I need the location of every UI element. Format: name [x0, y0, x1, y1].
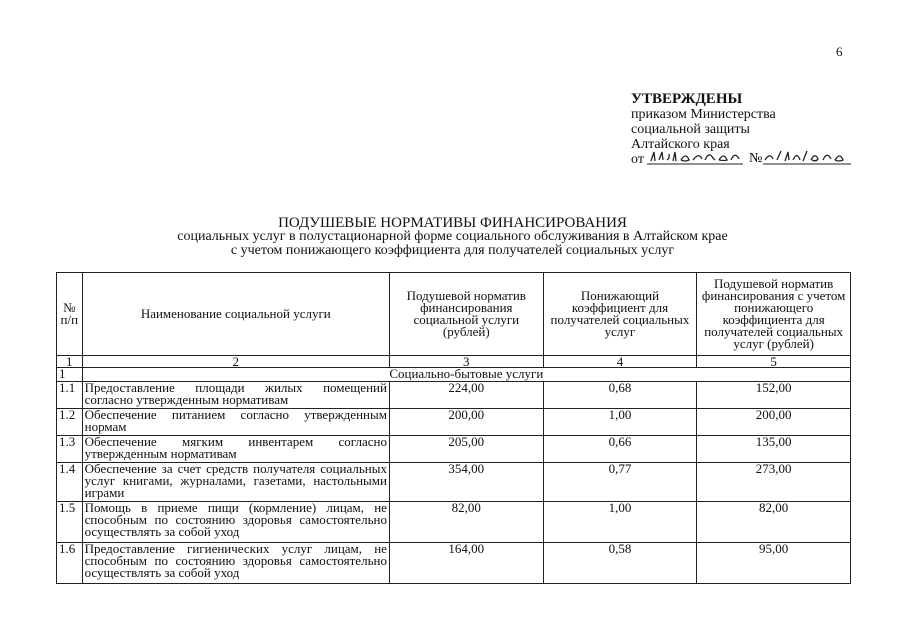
norm-value: 354,00	[389, 463, 543, 502]
result-value: 273,00	[697, 463, 851, 502]
header-cell: Наименование социальной услуги	[82, 273, 389, 356]
from-label: от	[631, 152, 644, 167]
result-value: 200,00	[697, 409, 851, 436]
coefficient-value: 1,00	[543, 502, 697, 543]
table-row	[57, 436, 851, 463]
approval-date-line	[631, 152, 776, 170]
header-cell: № п/п	[57, 273, 83, 356]
column-number: 5	[697, 356, 851, 368]
approval-line: приказом Министерства	[631, 107, 776, 122]
service-name: Обеспечение за счет средств получателя социальных услуг книгами, журналами, газетами, настольными играми	[82, 463, 389, 502]
norms-table	[56, 272, 851, 584]
table-header-row	[57, 273, 851, 356]
coefficient-value: 0,77	[543, 463, 697, 502]
document-title	[0, 216, 905, 258]
subtitle-line: с учетом понижающего коэффициента для получателей социальных услуг	[230, 243, 675, 258]
result-value: 95,00	[697, 543, 851, 584]
table-row	[57, 543, 851, 584]
header-cell: Подушевой норматив финансирования социальной услуги (рублей)	[389, 273, 543, 356]
coefficient-value: 1,00	[543, 409, 697, 436]
coefficient-value: 0,66	[543, 436, 697, 463]
service-name: Предоставление гигиенических услуг лицам, не способным по состоянию здоровья самостоятельно осуществлять за собой уход	[82, 543, 389, 584]
result-value: 135,00	[697, 436, 851, 463]
approval-heading: УТВЕРЖДЕНЫ	[631, 91, 743, 107]
column-number: 4	[543, 356, 697, 368]
page-number: 6	[836, 44, 843, 59]
number-label: №	[749, 151, 763, 166]
service-name: Помощь в приеме пищи (кормление) лицам, не способным по состоянию здоровья самостоятельно осуществлять за собой уход	[82, 502, 389, 543]
norm-value: 205,00	[389, 436, 543, 463]
row-number: 1.1	[57, 382, 83, 409]
section-title: Социально-бытовые услуги	[82, 368, 850, 382]
row-number: 1.4	[57, 463, 83, 502]
table-row	[57, 502, 851, 543]
table-row	[57, 409, 851, 436]
column-number: 1	[57, 356, 83, 368]
service-name: Предоставление площади жилых помещений согласно утвержденным нормативам	[82, 382, 389, 409]
approval-line: социальной защиты	[631, 122, 750, 137]
row-number: 1.2	[57, 409, 83, 436]
coefficient-value: 0,58	[543, 543, 697, 584]
result-value: 152,00	[697, 382, 851, 409]
norm-value: 164,00	[389, 543, 543, 584]
column-number: 2	[82, 356, 389, 368]
table-row	[57, 463, 851, 502]
column-number: 3	[389, 356, 543, 368]
service-name: Обеспечение питанием согласно утвержденным нормам	[82, 409, 389, 436]
table-row	[57, 382, 851, 409]
approval-stamp	[631, 92, 776, 170]
norm-value: 200,00	[389, 409, 543, 436]
handwritten-date-signature	[645, 148, 855, 168]
coefficient-value: 0,68	[543, 382, 697, 409]
approval-line: Алтайского края	[631, 137, 730, 152]
norm-value: 224,00	[389, 382, 543, 409]
header-cell: Подушевой норматив финансирования с учетом понижающего коэффициента для получателей социальных услуг (рублей)	[697, 273, 851, 356]
service-name: Обеспечение мягким инвентарем согласно утвержденным нормативам	[82, 436, 389, 463]
row-number: 1.3	[57, 436, 83, 463]
subtitle-line: социальных услуг в полустационарной форме социального обслуживания в Алтайском крае	[177, 229, 728, 244]
row-number: 1.5	[57, 502, 83, 543]
row-number: 1.6	[57, 543, 83, 584]
result-value: 82,00	[697, 502, 851, 543]
title-line: ПОДУШЕВЫЕ НОРМАТИВЫ ФИНАНСИРОВАНИЯ	[278, 215, 627, 231]
section-number: 1	[57, 368, 83, 382]
header-cell: Понижающий коэффициент для получателей социальных услуг	[543, 273, 697, 356]
norm-value: 82,00	[389, 502, 543, 543]
